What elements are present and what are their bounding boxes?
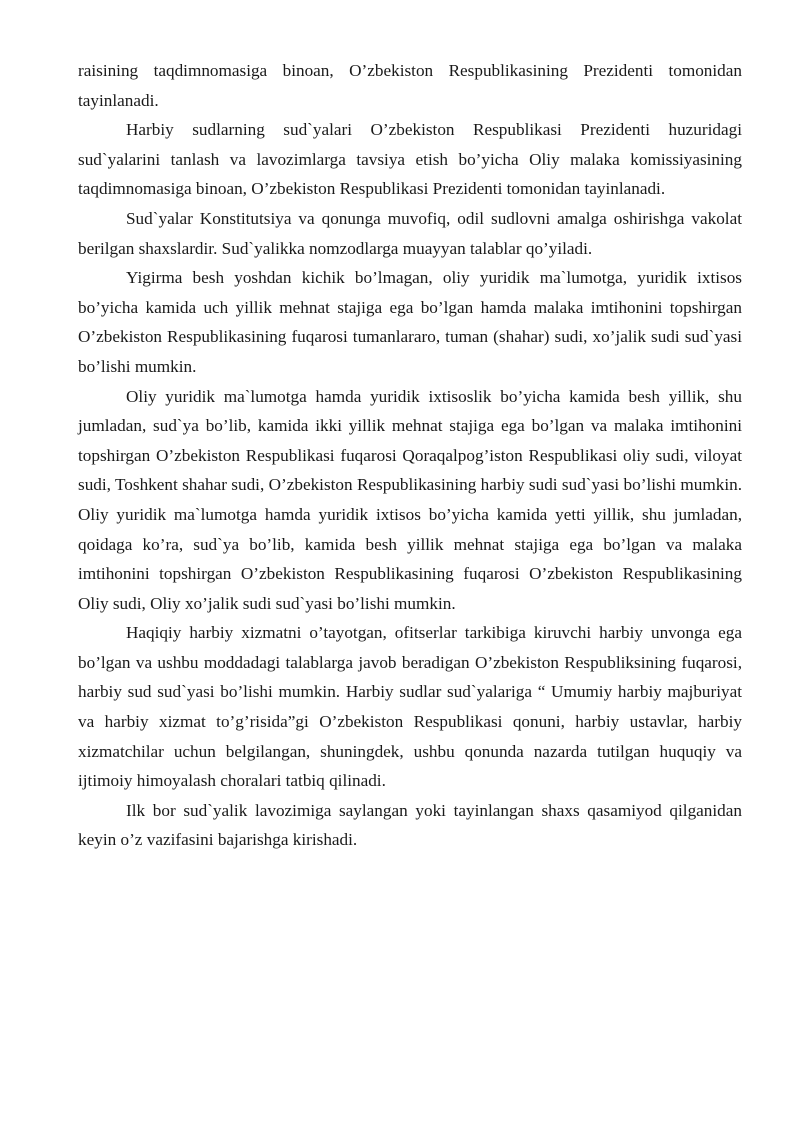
paragraph-continuation: raisining taqdimnomasiga binoan, O’zbekiston Respublikasining Prezidenti tomonidan tayinlanadi. (78, 61, 742, 110)
document-page (78, 56, 742, 855)
paragraph-oath: Ilk bor sud`yalik lavozimiga saylangan yoki tayinlangan shaxs qasamiyod qilganidan keyin o’z vazifasini bajarishga kirishadi. (78, 800, 742, 850)
paragraph-military-court-requirements: Haqiqiy harbiy xizmatni o’tayotgan, ofitserlar tarkibiga kiruvchi harbiy unvonga ega bo’lgan va ushbu moddadagi talablarga javob beradigan O’zbekiston Respubliksining fuqarosi, harbiy sud sud`yasi bo’lishi mumkin. Harbiy sudlar sud`yalariga “ Umumiy harbiy majburiyat va harbiy xizmat to’g’risida”gi O’zbekiston Respublikasi qonuni, harbiy ustavlar, harbiy xizmatchilar uchun belgilangan, shuningdek, ushbu qonunda nazarda tutilgan huquqiy va ijtimoiy himoyalash choralari tatbiq qilinadi. (78, 623, 742, 791)
paragraph-military-judges: Harbiy sudlarning sud`yalari O’zbekiston Respublikasi Prezidenti huzuridagi sud`yalarini tanlash va lavozimlarga tavsiya etish bo’yicha Oliy malaka komissiyasining taqdimnomasiga binoan, O’zbekiston Respublikasi Prezidenti tomonidan tayinlanadi. (78, 120, 742, 199)
paragraph-judges-definition: Sud`yalar Konstitutsiya va qonunga muvofiq, odil sudlovni amalga oshirishga vakolat berilgan shaxslardir. Sud`yalikka nomzodlarga muayyan talablar qo’yiladi. (78, 208, 742, 258)
paragraph-district-court-requirements: Yigirma besh yoshdan kichik bo’lmagan, oliy yuridik ma`lumotga, yuridik ixtisos bo’yicha kamida uch yillik mehnat stajiga ega bo’lgan hamda malaka imtihonini topshirgan O’zbekiston Respublikasining fuqarosi tumanlararo, tuman (shahar) sudi, xo’jalik sudi sud`yasi bo’lishi mumkin. (78, 268, 742, 376)
paragraph-higher-court-requirements: Oliy yuridik ma`lumotga hamda yuridik ixtisoslik bo’yicha kamida besh yillik, shu jumladan, sud`ya bo’lib, kamida ikki yillik mehnat stajiga ega bo’lgan va malaka imtihonini topshirgan O’zbekiston Respublikasi fuqarosi Qoraqalpog’iston Respublikasi oliy sudi, viloyat sudi, Toshkent shahar sudi, O’zbekiston Respublikasining harbiy sudi sud`yasi bo’lishi mumkin. Oliy yuridik ma`lumotga hamda yuridik ixtisos bo’yicha kamida yetti yillik, shu jumladan, qoidaga ko’ra, sud`ya bo’lib, kamida besh yillik mehnat stajiga ega bo’lgan va malaka imtihonini topshirgan O’zbekiston Respublikasining fuqarosi O’zbekiston Respublikasining Oliy sudi, Oliy xo’jalik sudi sud`yasi bo’lishi mumkin. (78, 386, 742, 613)
